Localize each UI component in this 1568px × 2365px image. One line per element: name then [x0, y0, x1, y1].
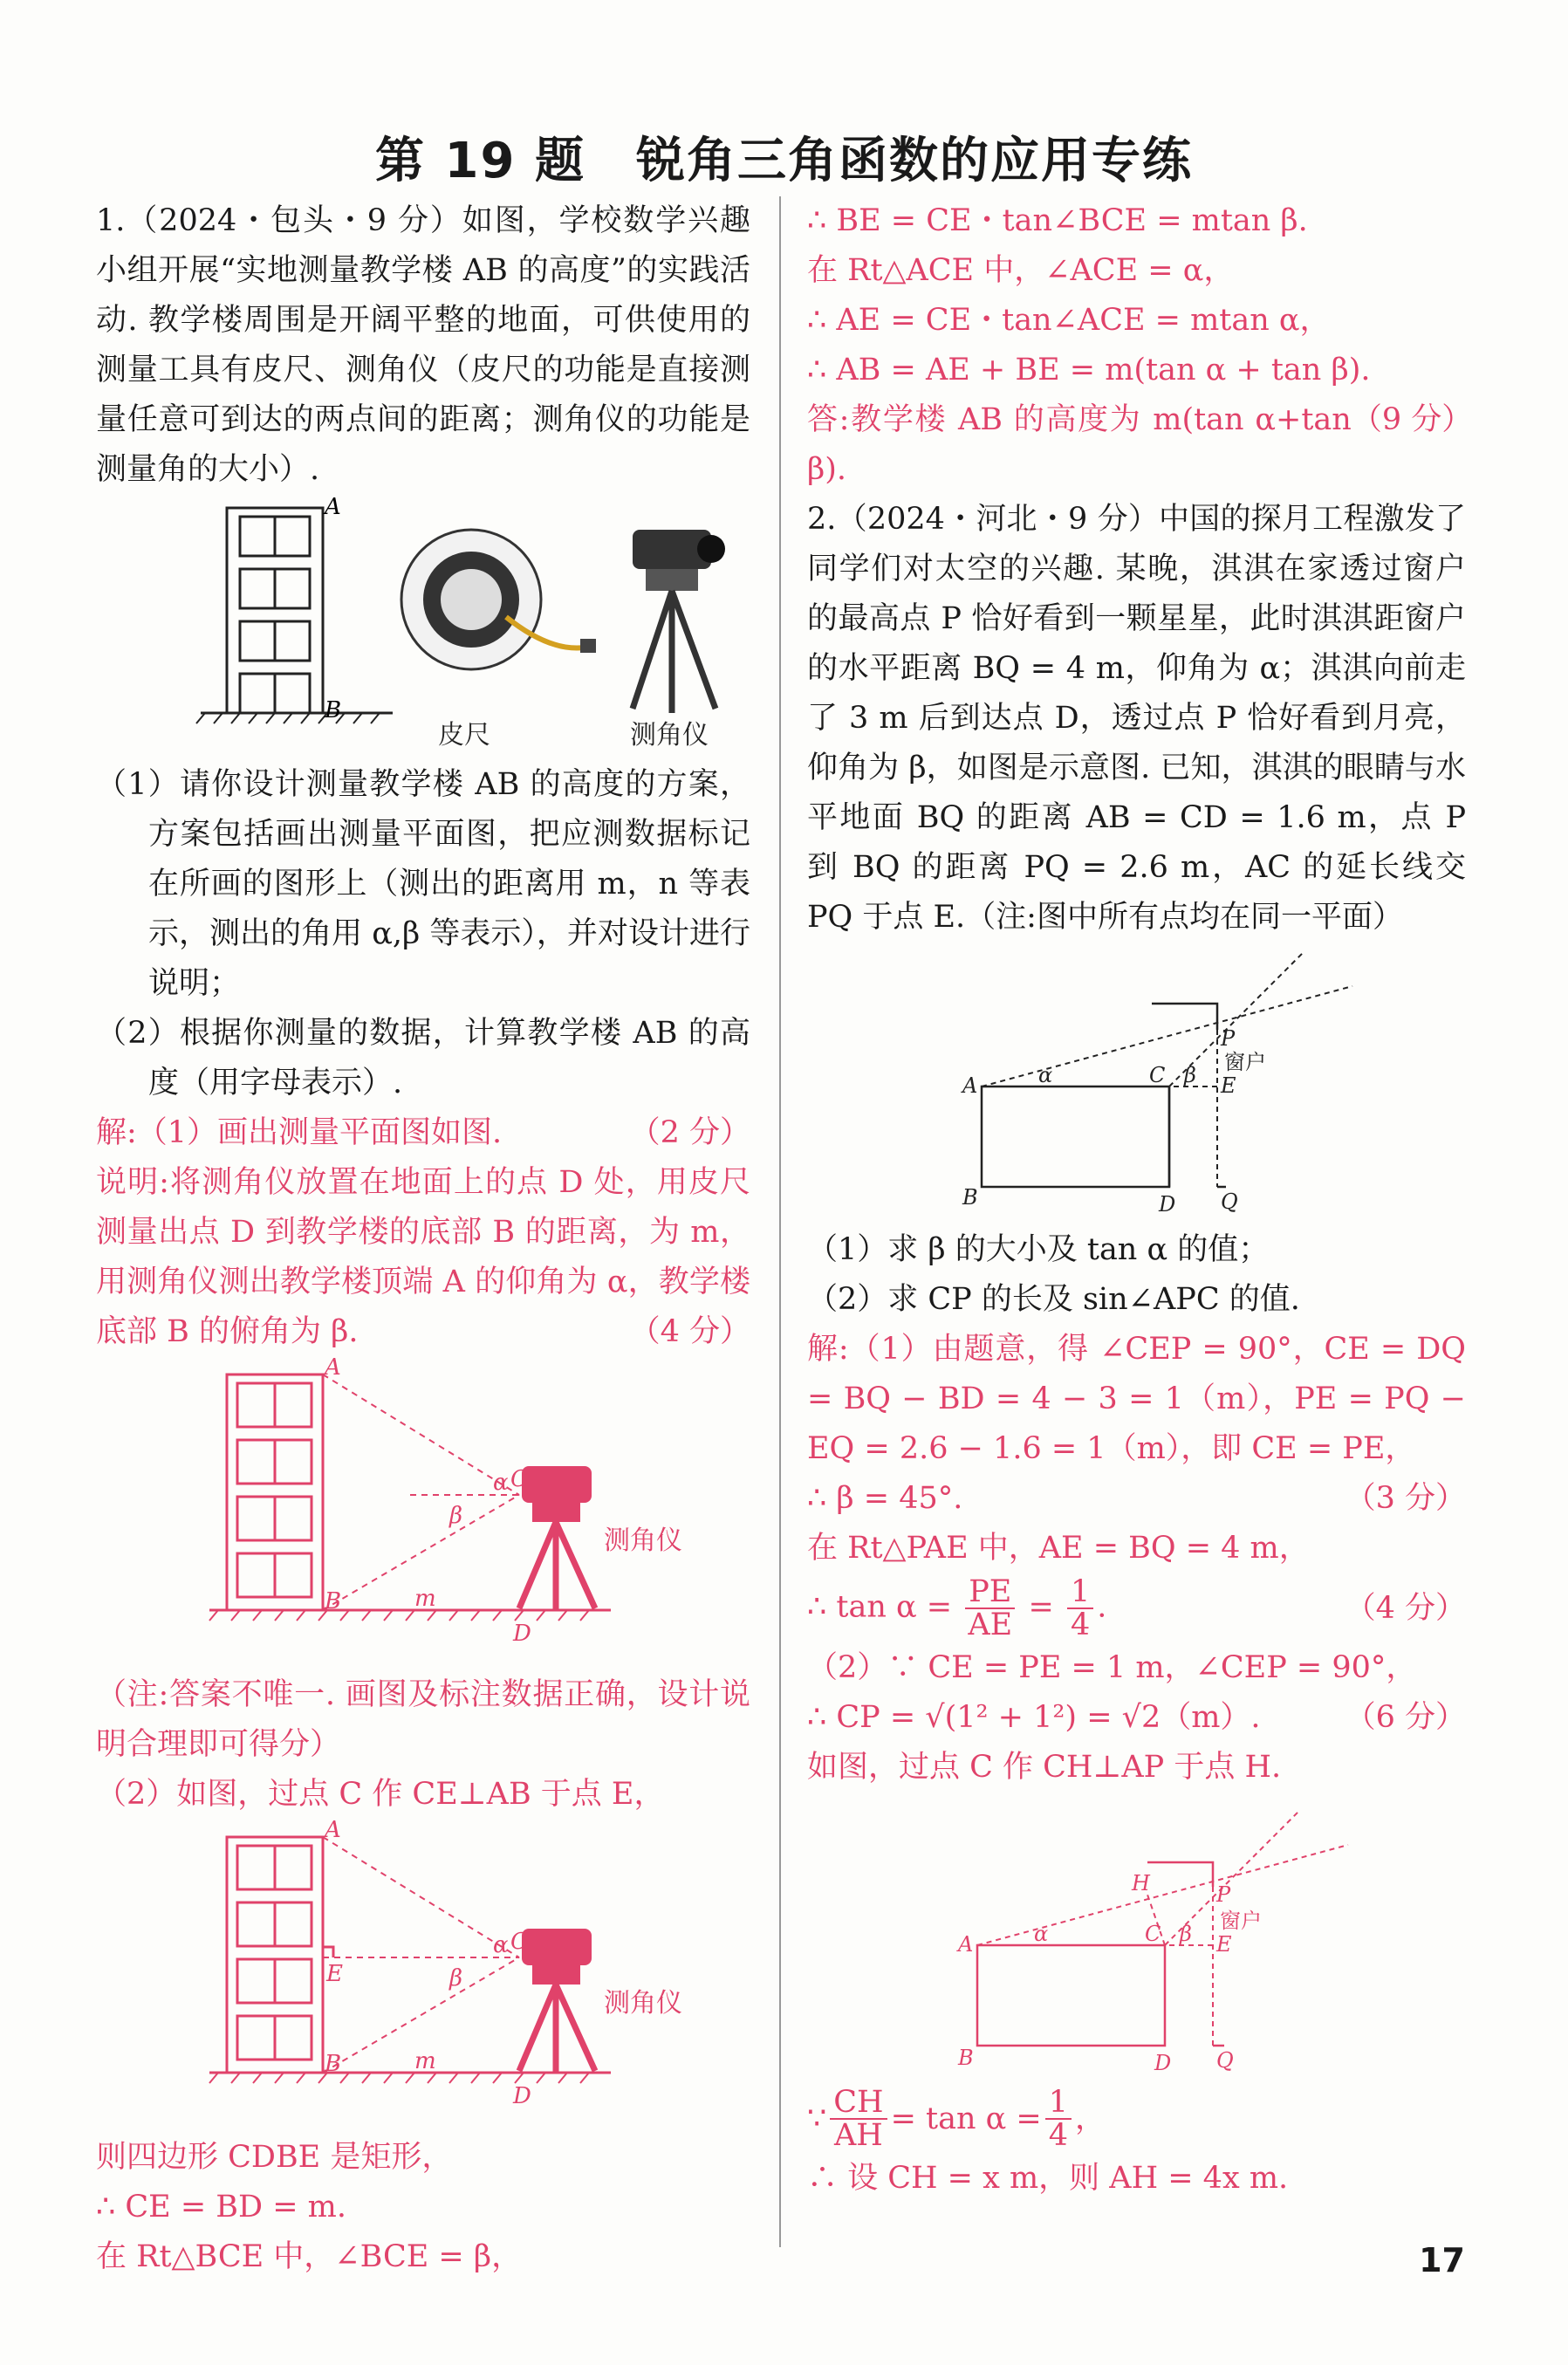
fig5-label-d: D: [1154, 2051, 1172, 2075]
fraction-pe-ae: [965, 1576, 1015, 1641]
solution-q2-line-3: 在 Rt△PAE 中，AE = BQ = 4 m，: [807, 1531, 1310, 1566]
denominator-ah: AH: [834, 2118, 883, 2153]
solution-q2-line-6-score: （6 分）: [1345, 1700, 1466, 1735]
solution-q2-line-7: 如图，过点 C 作 CH⊥AP 于点 H.: [807, 1750, 1282, 1785]
solution-1-explain: 说明:将测角仪放置在地面上的点 D 处，用皮尺测量出点 D 到教学楼的底部 B 的距离，为 m，用测角仪测出教学楼顶端 A 的仰角为 α，教学楼底部 B 的俯角为 β.: [96, 1165, 750, 1349]
fig3-label-d: D: [513, 2083, 531, 2109]
solution-2-line-4: 在 Rt△BCE 中，∠BCE = β，: [96, 2239, 523, 2274]
fig4-label-c: C: [1149, 1063, 1166, 1087]
fig2-theodolite-label: 测角仪: [604, 1525, 682, 1556]
solution-1-explain-score: （4 分）: [629, 1314, 750, 1349]
solution-2-line-8: ∴ AB = AE + BE = m(tan α + tan β).: [807, 353, 1371, 387]
solution-q2-line-4-row: [807, 1573, 1466, 1643]
fig3-label-b: B: [325, 2051, 342, 2077]
solution-q2-line-6-row: [807, 1693, 1466, 1743]
question-1-part-1: （1）请你设计测量教学楼 AB 的高度的方案，方案包括画出测量平面图，把应测数据标记在所画的图形上（测出的距离用 m，n 等表示，测出的角用 α,β 等表示），并对设计进行说明；: [96, 767, 750, 1001]
theodolite-icon: [633, 530, 725, 713]
fig4-window-label: 窗户: [1224, 1050, 1266, 1074]
fig4-label-q: Q: [1221, 1189, 1238, 1214]
tan-alpha-eq: = tan α =: [890, 2101, 1042, 2136]
fig4-label-p: P: [1221, 1026, 1236, 1051]
solution-q2-line-8: [807, 2084, 1466, 2154]
left-column: [96, 196, 750, 2282]
fig5-label-e: E: [1216, 1932, 1232, 1957]
page-number: 17: [1419, 2241, 1465, 2279]
fig2-label-c: C: [510, 1466, 528, 1492]
solution-q2-line-4-score: （4 分）: [1345, 1590, 1466, 1626]
fig4-label-beta: β: [1184, 1063, 1196, 1087]
fig3-label-c: C: [510, 1929, 528, 1955]
solution-q2-line-9: ∴ 设 CH = x m，则 AH = 4x m.: [807, 2161, 1289, 2196]
fig2-label-alpha: α: [493, 1470, 509, 1496]
figure-1: [96, 495, 750, 757]
comma: ，: [1075, 2101, 1106, 2136]
page-title: 第 19 题 锐角三角函数的应用专练: [375, 133, 1193, 189]
right-column: [807, 196, 1473, 2204]
solution-q2-line-1: 解:（1）由题意，得 ∠CEP = 90°，CE = DQ = BQ − BD = 4 − 3 = 1（m），PE = PQ − EQ = 2.6 − 1.6 = 1（m），即 CE = PE，: [807, 1332, 1466, 1466]
question-2-part-2: （2）求 CP 的长及 sin∠APC 的值.: [807, 1282, 1300, 1317]
fig2-label-d: D: [513, 1621, 531, 1647]
fig5-window-label: 窗户: [1220, 1909, 1262, 1933]
tan-alpha-prefix: ∴ tan α =: [807, 1589, 953, 1625]
fig4-label-d: D: [1159, 1192, 1176, 1217]
solution-1-text: 解:（1）画出测量平面图如图.: [96, 1115, 503, 1150]
answer-1-score: （9 分）: [1351, 402, 1473, 437]
denominator-4-b: 4: [1048, 2118, 1069, 2153]
fig3-label-m: m: [414, 2048, 436, 2074]
fig2-theodolite-icon: [519, 1466, 595, 1610]
question-2-part-1: （1）求 β 的大小及 tan α 的值；: [807, 1232, 1270, 1267]
denominator-4: 4: [1070, 1608, 1091, 1642]
tape-measure-icon: [401, 530, 596, 669]
question-2-stem: 2.（2024・河北・9 分）中国的探月工程激发了同学们对太空的兴趣. 某晚，淇淇在家透过窗户的最高点 P 恰好看到一颗星星，此时淇淇距窗户的水平距离 BQ = 4 m，仰角为 α；淇淇向前走了 3 m 后到达点 D，透过点 P 恰好看到月亮，仰角为 β，如图是示意图. 已知，淇淇的眼睛与水平地面 BQ 的距离 AB = CD = 1.6 m，点 P 到 BQ 的距离 PQ = 2.6 m，AC 的延长线交 PQ 于点 E.（注:图中所有点均在同一平面）: [807, 502, 1466, 935]
period: .: [1097, 1589, 1107, 1625]
fig3-theodolite-label: 测角仪: [604, 1988, 682, 2019]
denominator-ae: AE: [968, 1608, 1013, 1642]
answer-1-text: 答:教学楼 AB 的高度为 m(tan α+tan β).: [807, 402, 1352, 487]
fraction-one-quarter-2: [1045, 2087, 1072, 2151]
question-1-part-2: （2）根据你测量的数据，计算教学楼 AB 的高度（用字母表示）.: [96, 1016, 750, 1100]
solution-2-line-7: ∴ AE = CE・tan∠ACE = mtan α，: [807, 303, 1331, 338]
fig1-label-a: A: [325, 495, 341, 520]
fig3-label-beta: β: [449, 1965, 463, 1991]
solution-2-line-5: ∴ BE = CE・tan∠BCE = mtan β.: [807, 203, 1308, 238]
fraction-ch-ah: [830, 2087, 887, 2151]
solution-2-line-2: 则四边形 CDBE 是矩形，: [96, 2140, 453, 2175]
fig3-label-e: E: [326, 1961, 343, 1987]
fig5-label-q: Q: [1216, 2048, 1234, 2073]
fig5-label-h: H: [1132, 1871, 1150, 1895]
fig4-label-alpha: α: [1038, 1063, 1053, 1087]
fig5-label-c: C: [1145, 1922, 1161, 1946]
fig5-label-p: P: [1216, 1882, 1231, 1907]
fig3-label-a: A: [325, 1820, 341, 1843]
figure-4: [807, 943, 1466, 1222]
question-1-stem: 1.（2024・包头・9 分）如图，学校数学兴趣小组开展“实地测量教学楼 AB 的高度”的实践活动. 教学楼周围是开阔平整的地面，可供使用的测量工具有皮尺、测角仪（皮尺的功能是直接测量任意可到达的两点间的距离；测角仪的功能是测量角的大小）.: [96, 203, 750, 487]
numerator-1-b: 1: [1045, 2087, 1072, 2120]
figure-2: [96, 1357, 750, 1667]
solution-q2-line-2-row: [807, 1474, 1466, 1524]
fraction-one-quarter: [1067, 1576, 1093, 1641]
because-symbol: ∵: [807, 2101, 827, 2136]
fig5-label-alpha: α: [1034, 1922, 1049, 1946]
fig1-theodolite-label: 测角仪: [630, 720, 709, 751]
fig4-label-b: B: [962, 1185, 978, 1210]
fig2-label-beta: β: [449, 1503, 463, 1529]
fig4-label-a: A: [962, 1073, 978, 1098]
numerator-1: 1: [1067, 1576, 1093, 1609]
solution-1-score: （2 分）: [629, 1115, 750, 1150]
solution-q2-line-4: [807, 1576, 1106, 1641]
fig5-label-a: A: [958, 1932, 974, 1957]
solution-q2-line-6: ∴ CP = √(1² + 1²) = √2（m）.: [807, 1700, 1261, 1735]
fig2-label-b: B: [325, 1588, 342, 1614]
solution-q2-line-5: （2）∵ CE = PE = 1 m，∠CEP = 90°，: [807, 1650, 1417, 1685]
fig3-theodolite-icon: [519, 1929, 595, 2073]
solution-q2-line-2-score: （3 分）: [1345, 1481, 1466, 1516]
numerator-pe: PE: [965, 1576, 1015, 1609]
answer-1-row: [807, 395, 1473, 495]
solution-2-line-6: 在 Rt△ACE 中，∠ACE = α，: [807, 253, 1235, 288]
fig4-label-e: E: [1221, 1073, 1236, 1098]
numerator-ch: CH: [830, 2087, 887, 2120]
fig2-label-a: A: [325, 1357, 341, 1381]
solution-q2-line-2: ∴ β = 45°.: [807, 1481, 963, 1516]
solution-2-line-1: （2）如图，过点 C 作 CE⊥AB 于点 E，: [96, 1777, 665, 1812]
figure-3: [96, 1820, 750, 2129]
fig2-label-m: m: [414, 1586, 436, 1612]
fig5-label-b: B: [958, 2046, 974, 2070]
fig5-label-beta: β: [1180, 1922, 1192, 1946]
fig3-label-alpha: α: [493, 1932, 509, 1958]
figure-5: [807, 1793, 1466, 2081]
solution-note: （注:答案不唯一. 画图及标注数据正确，设计说明合理即可得分）: [96, 1677, 750, 1762]
equals-sign: =: [1028, 1589, 1054, 1625]
fig1-label-b: B: [325, 697, 342, 723]
column-divider: [779, 196, 781, 2247]
fig1-tape-label: 皮尺: [438, 720, 490, 751]
solution-2-line-3: ∴ CE = BD = m.: [96, 2190, 346, 2224]
solution-1-line-1: [96, 1108, 750, 1158]
